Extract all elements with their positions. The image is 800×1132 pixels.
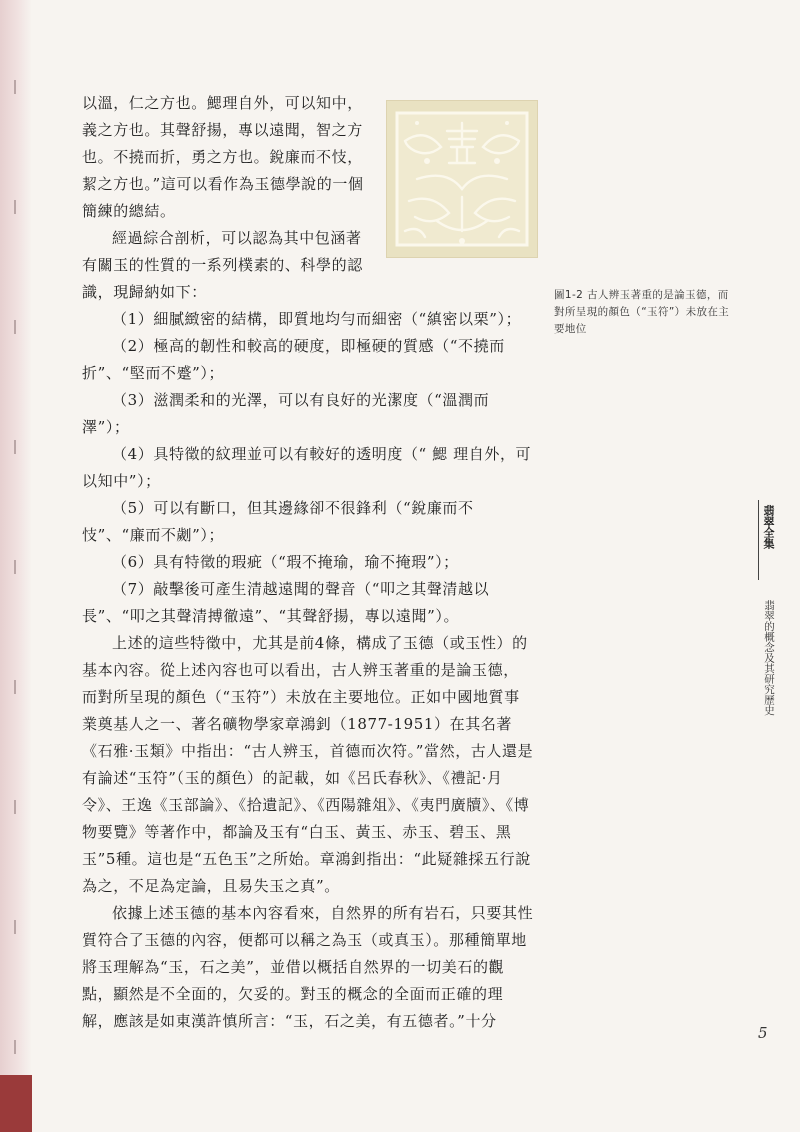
figure-caption: 圖1-2 古人辨玉著重的是論玉德，而對所呈現的顏色（“玉符”）未放在主要地位	[554, 289, 730, 335]
page-number: 5	[758, 1024, 768, 1042]
sidebar-divider	[758, 500, 759, 580]
body-paragraph: 上述的這些特徵中，尤其是前4條，構成了玉德（或玉性）的基本內容。從上述內容也可以看出，古人辨玉著重的是論玉德，而對所呈現的顏色（“玉符”）未放在主要地位。正如中國地質事業奠基人之一、著名礦物學家章鴻釗（1877-1951）在其名著《石雅·玉類》中指出：“古人辨玉，首德而次符。”當然，古人還是有論述“玉符”（玉的顏色）的記載，如《呂氏春秋》、《禮記·月令》、王逸《玉部論》、《拾遺記》、《西陽雜俎》、《夷門廣牘》、《博物要覽》等著作中，都論及玉有“白玉、黃玉、赤玉、碧玉、黑玉”5種。這也是“五色玉”之所始。章鴻釗指出：“此疑雜採五行說為之，不足為定論，且易失玉之真”。	[82, 634, 534, 895]
list-item: （2）極高的韌性和較高的硬度，即極硬的質感（“不撓而折”、“堅而不蹙”）；	[82, 337, 505, 382]
list-item: （4）具特徵的紋理並可以有較好的透明度（“ 鰓 理自外，可以知中”）；	[82, 445, 532, 490]
jade-plaque-photo	[386, 100, 538, 258]
chapter-title: 翡翠的概念及其研究歷史	[763, 600, 775, 716]
list-item: （7）敲擊後可產生清越遠聞的聲音（“叩之其聲清越以長”、“叩之其聲清搏徹遠”、“其聲舒揚，專以遠聞”）。	[82, 580, 490, 625]
list-item: （1）細膩緻密的結構，即質地均勻而細密（“縝密以栗”）；	[112, 310, 522, 328]
wrapped-paragraph: 以溫，仁之方也。鰓理自外，可以知中，義之方也。其聲舒揚，專以遠聞，智之方也。不撓而折，勇之方也。銳廉而不忮，絜之方也。”這可以看作為玉德學說的一個簡練的總結。	[82, 94, 364, 220]
book-spine	[0, 1075, 32, 1132]
list-item: （5）可以有斷口，但其邊緣卻不很鋒利（“銳廉而不忮”、“廉而不劌”）；	[82, 499, 474, 544]
body-paragraph: 依據上述玉德的基本內容看來，自然界的所有岩石，只要其性質符合了玉德的內容，便都可以稱之為玉（或真玉）。那種簡單地將玉理解為“玉，石之美”，並借以概括自然界的一切美石的觀點，顯然是不全面的，欠妥的。對玉的概念的全面而正確的理解，應該是如東漢許慎所言：“玉，石之美，有五德者。”十分	[82, 904, 534, 1030]
list-item: （3）滋潤柔和的光澤，可以有良好的光潔度（“溫潤而澤”）；	[82, 391, 490, 436]
carved-jade-plaque-icon	[387, 101, 537, 257]
wrapped-paragraph: 經過綜合剖析，可以認為其中包涵著有關玉的性質的一系列樸素的、科學的認識，現歸納如下：	[82, 229, 363, 301]
series-title: 翡翠全集	[762, 505, 775, 549]
margin-marks	[14, 80, 18, 1060]
list-item: （6）具有特徵的瑕疵（“瑕不掩瑜，瑜不掩瑕”）；	[112, 553, 459, 571]
